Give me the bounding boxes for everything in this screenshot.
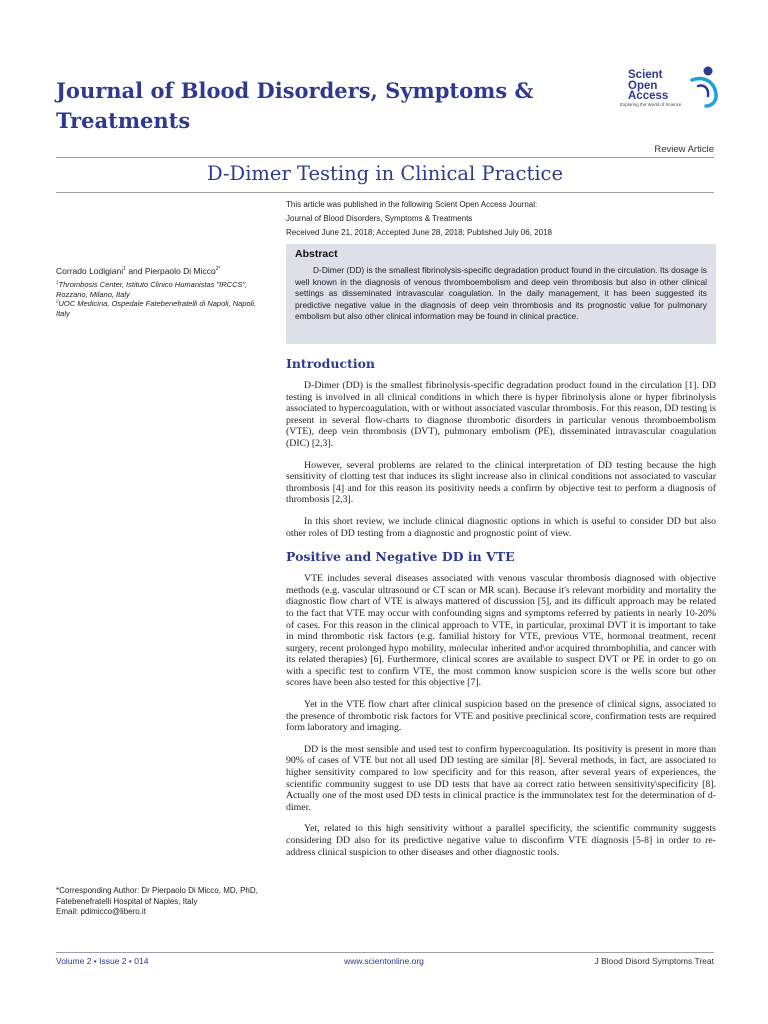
- author-block: [56, 266, 270, 318]
- paragraph: Yet, related to this high sensitivity without a parallel specificity, the scientific community suggests considering DD also for its predictive negative value to disconfirm VTE diagnosis [5-8] in order to re-address clinical suspicion to other diseases and other diagnostic tools.: [286, 823, 716, 858]
- article-body: [286, 356, 716, 868]
- article-type: Review Article: [654, 144, 714, 155]
- abstract-box: [286, 244, 716, 344]
- paragraph: VTE includes several diseases associated with venous vascular thrombosis diagnosed with objective methods (e.g. vascular ultrasound or CT scan or MR scan). Because it's relevant morbidity and mortality the diagnostic flow chart of VTE is always mattered of discussion [5], and its difficult approach may be related to the fact that VTE may occur with confounding signs and symptoms referred by patients in nearly 10-20% of cases. For this reason in the clinical approach to VTE, in particular, proximal DVT it is important to take in mind thrombotic risk factors (e.g. familial history for VTE, previous VTE, hormonal treatment, recent surgery, recent prolonged hypo mobility, molecular inherited and\or acquired thrombophilia, and cancer with its related therapies) [6]. Furthermore, clinical scores are available to suspect DVT or PE in order to go on with a specific test to confirm VTE, the most common know suspicion score is the wells score but other scores have been also tested for this objective [7].: [286, 573, 716, 689]
- footer-rule: [56, 952, 714, 953]
- journal-title: Journal of Blood Disorders, Symptoms & Treatments: [56, 78, 534, 133]
- footer-url-link[interactable]: www.scientonline.org: [344, 956, 424, 966]
- article-title: D-Dimer Testing in Clinical Practice: [206, 162, 564, 185]
- logo-tagline: Exploring the World of Science: [620, 102, 682, 107]
- footer-journal: J Blood Disord Symptoms Treat: [594, 956, 714, 966]
- affiliation-1: $^1$Thrombosis Center, Istituto Clinico Humanistas "IRCCS", Rozzano, Milano, Italy: [56, 279, 248, 299]
- title-rule: [56, 192, 714, 193]
- publisher-logo: [614, 64, 724, 110]
- author-names: Corrado Lodigiani$^1$ and Pierpaolo Di Micco$^{2*}$: [56, 266, 221, 276]
- footer-volume: Volume 2 • Issue 2 • 014: [56, 956, 149, 966]
- affiliation-2: $^2$UOC Medicina, Ospedale Fatebenefratelli di Napoli, Napoli, Italy: [56, 298, 257, 318]
- paragraph: Yet in the VTE flow chart after clinical suspicion based on the presence of clinical signs, associated to the presence of thrombotic risk factors for VTE and positive preclinical score, confirmation tests are required form laboratory and imaging.: [286, 699, 716, 734]
- paragraph: D-Dimer (DD) is the smallest fibrinolysis-specific degradation product found in the circulation [1]. DD testing is involved in all clinical conditions in which there is hyper fibrinolysis alone or hyper fibrinolysis associated to hypercoagulation, with or without associated vascular thrombosis. For this reason, DD testing is present in several flow-charts to diagnose thrombotic disorders in particular venous thromboembolism (VTE), deep vein thrombosis (DVT), pulmonary embolism (PE), disseminated intravascular coagulation (DIC) [2,3].: [286, 380, 716, 449]
- section-heading-positive-negative: Positive and Negative DD in VTE: [286, 549, 515, 565]
- section-heading-introduction: Introduction: [286, 356, 376, 371]
- paragraph: In this short review, we include clinical diagnostic options in which is useful to consider DD but also other roles of DD testing from a diagnostic and prognostic point of view.: [286, 515, 716, 539]
- corresponding-author: *Corresponding Author: Dr Pierpaolo Di Micco, MD, PhD, Fatebenefratelli Hospital of Naples, Italy Email: pdimicco@libero.it: [56, 886, 258, 916]
- paragraph: DD is the most sensible and used test to confirm hypercoagulation. Its positivity is present in more than 90% of cases of VTE but not all used DD testing are similar [8]. Several methods, in fact, are associated to higher sensitivity compared to low specificity and for this reason, after several years of experiences, the scientific community suggest to use DD tests that have aa correct ratio between sensitivity\specificity [8]. Actually one of the most used DD tests in clinical practice is the immunolatex test for the determination of d-dimer.: [286, 743, 716, 813]
- logo-wordmark: Scient Open Access: [628, 69, 669, 102]
- publication-info: This article was published in the following Scient Open Access Journal: Journal of Blood Disorders, Symptoms & Treatments Received June 21, 2018; Accepted June 28, 2018; Published July 06, 2018: [286, 200, 552, 237]
- paragraph: However, several problems are related to the clinical interpretation of DD testing because the high sensitivity of clotting test that induces its slight increase also in clinical conditions not associated to vascular thrombosis [4] and for this reason its positivity needs a confirm by objective test to perform a diagnosis of thrombosis [2,3].: [286, 459, 716, 506]
- header-rule: [56, 157, 714, 158]
- abstract-text: D-Dimer (DD) is the smallest fibrinolysis-specific degradation product found in the circulation. Its dosage is well known in the diagnosis of venous thromboembolism and deep vein thrombosis but also in other clinical settings as disseminated intravascular coagulation. In the daily management, it has been suggested its predictive negative value in the diagnosis of deep vein thrombosis and its prognostic value for pulmonary embolism but also other clinical information may be found in clinical practice.: [295, 265, 707, 321]
- abstract-heading: Abstract: [295, 248, 338, 260]
